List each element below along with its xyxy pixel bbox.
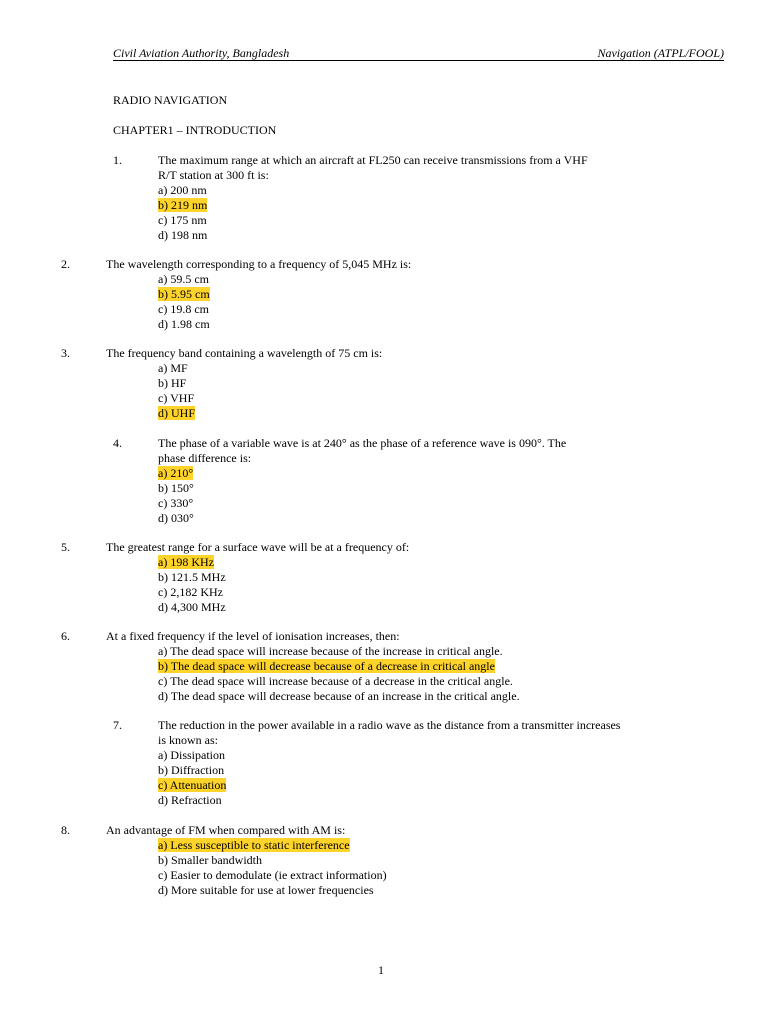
answer-option-highlighted: b) 219 nm — [158, 198, 208, 212]
question-text-line: The wavelength corresponding to a frequency of 5,045 MHz is: — [106, 257, 412, 271]
question-text-line: The maximum range at which an aircraft at FL250 can receive transmissions from a VHF — [158, 153, 588, 167]
answer-option: d) More suitable for use at lower frequencies — [158, 883, 374, 897]
answer-option: b) Diffraction — [158, 763, 225, 777]
answer-option: a) 200 nm — [158, 183, 207, 197]
answer-option-highlighted: c) Attenuation — [158, 778, 227, 792]
question-number: 4. — [113, 436, 122, 450]
page-header — [113, 46, 724, 61]
question-text-line: The frequency band containing a wavelength of 75 cm is: — [106, 346, 383, 360]
question-number: 2. — [61, 257, 70, 271]
question-text-line: The phase of a variable wave is at 240° as the phase of a reference wave is 090°. The — [158, 436, 567, 450]
answer-option: b) 150° — [158, 481, 194, 495]
question-number: 1. — [113, 153, 122, 167]
answer-option: a) The dead space will increase because of the increase in critical angle. — [158, 644, 503, 658]
answer-option: d) The dead space will decrease because of an increase in the critical angle. — [158, 689, 520, 703]
question-text-line: An advantage of FM when compared with AM is: — [106, 823, 346, 837]
question-text-line: is known as: — [158, 733, 218, 747]
answer-option: c) Easier to demodulate (ie extract information) — [158, 868, 387, 882]
answer-option-highlighted: a) 210° — [158, 466, 194, 480]
chapter-title: CHAPTER1 – INTRODUCTION — [113, 123, 277, 137]
question-text-line: R/T station at 300 ft is: — [158, 168, 269, 182]
answer-option: d) 030° — [158, 511, 194, 525]
question-text-line: At a fixed frequency if the level of ionisation increases, then: — [106, 629, 400, 643]
answer-option-highlighted: d) UHF — [158, 406, 196, 420]
question-number: 3. — [61, 346, 70, 360]
answer-option-highlighted: b) The dead space will decrease because of a decrease in critical angle — [158, 659, 495, 673]
question-number: 5. — [61, 540, 70, 554]
question-text-line: The greatest range for a surface wave will be at a frequency of: — [106, 540, 410, 554]
question-number: 8. — [61, 823, 70, 837]
question-number: 7. — [113, 718, 122, 732]
answer-option: a) 59.5 cm — [158, 272, 209, 286]
answer-option: d) Refraction — [158, 793, 222, 807]
section-title: RADIO NAVIGATION — [113, 93, 228, 107]
answer-option: b) HF — [158, 376, 187, 390]
answer-option: d) 1.98 cm — [158, 317, 210, 331]
answer-option: a) Dissipation — [158, 748, 225, 762]
answer-option: c) 175 nm — [158, 213, 207, 227]
question-text-line: The reduction in the power available in a radio wave as the distance from a transmitter increases — [158, 718, 621, 732]
answer-option: b) 121.5 MHz — [158, 570, 226, 584]
answer-option: b) Smaller bandwidth — [158, 853, 262, 867]
answer-option-highlighted: a) Less susceptible to static interference — [158, 838, 350, 852]
answer-option: c) 19.8 cm — [158, 302, 209, 316]
header-organization: Civil Aviation Authority, Bangladesh — [113, 46, 290, 60]
answer-option-highlighted: b) 5.95 cm — [158, 287, 210, 301]
answer-option: a) MF — [158, 361, 188, 375]
answer-option: d) 198 nm — [158, 228, 208, 242]
answer-option: c) 2,182 KHz — [158, 585, 223, 599]
answer-option: d) 4,300 MHz — [158, 600, 226, 614]
answer-option-highlighted: a) 198 KHz — [158, 555, 214, 569]
question-number: 6. — [61, 629, 70, 643]
answer-option: c) The dead space will increase because of a decrease in the critical angle. — [158, 674, 513, 688]
page-number: 1 — [378, 963, 384, 977]
answer-option: c) VHF — [158, 391, 195, 405]
header-subject: Navigation (ATPL/FOOL) — [597, 46, 724, 60]
answer-option: c) 330° — [158, 496, 194, 510]
question-text-line: phase difference is: — [158, 451, 252, 465]
